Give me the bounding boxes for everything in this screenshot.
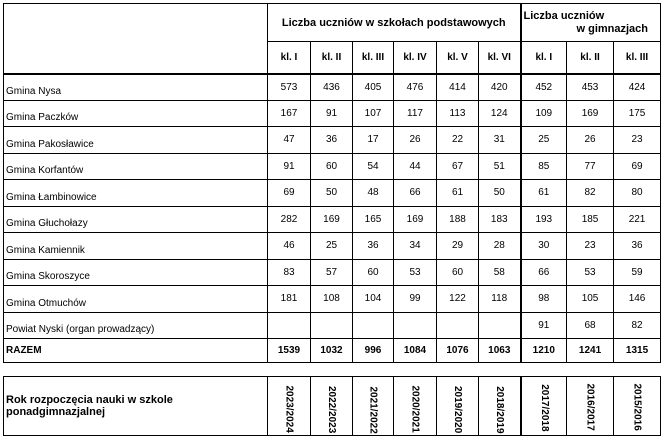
primary-count-cell: 17 (353, 127, 394, 154)
grade-header: kl. II (311, 42, 353, 74)
grade-header: kl. IV (394, 42, 437, 74)
gym-count-cell: 105 (567, 286, 614, 313)
year-cell (268, 377, 311, 436)
primary-count-cell: 181 (268, 286, 311, 313)
primary-count-cell: 124 (479, 100, 521, 127)
table-row (4, 233, 661, 260)
primary-count-cell: 66 (394, 180, 437, 207)
year-text: 2022/2023 (326, 385, 337, 433)
table-body (4, 74, 661, 339)
corner-cell (4, 4, 268, 74)
year-cell (521, 377, 567, 436)
primary-count-cell: 60 (353, 259, 394, 286)
gym-count-cell: 91 (521, 312, 567, 339)
row-label: Gmina Skoroszyce (4, 259, 268, 286)
primary-count-cell (311, 312, 353, 339)
row-label: Powiat Nyski (organ prowadzący) (4, 312, 268, 339)
total-value: 1032 (311, 339, 353, 363)
gym-count-cell: 59 (614, 259, 661, 286)
primary-count-cell: 99 (394, 286, 437, 313)
gym-count-cell: 424 (614, 74, 661, 101)
primary-count-cell: 118 (479, 286, 521, 313)
primary-count-cell: 28 (479, 233, 521, 260)
total-value: 1063 (479, 339, 521, 363)
gym-count-cell: 53 (567, 259, 614, 286)
primary-count-cell: 48 (353, 180, 394, 207)
gym-count-cell: 69 (614, 153, 661, 180)
primary-count-cell: 91 (268, 153, 311, 180)
primary-count-cell: 282 (268, 206, 311, 233)
gym-grade-header: kl. III (614, 42, 661, 74)
primary-count-cell: 573 (268, 74, 311, 101)
gym-count-cell: 146 (614, 286, 661, 313)
table-row (4, 259, 661, 286)
gymnasium-header-line1: Liczba uczniów (523, 10, 605, 22)
primary-count-cell: 67 (437, 153, 479, 180)
grade-header: kl. III (353, 42, 394, 74)
year-cell (567, 377, 614, 436)
start-year-table (3, 376, 661, 436)
table-row (4, 100, 661, 127)
year-text: 2021/2022 (367, 386, 379, 434)
total-value: 1210 (521, 339, 567, 363)
year-text: 2018/2019 (493, 385, 505, 434)
primary-count-cell: 53 (394, 259, 437, 286)
year-cell (437, 377, 479, 436)
gym-count-cell: 193 (521, 206, 567, 233)
primary-count-cell: 165 (353, 206, 394, 233)
primary-count-cell: 36 (311, 127, 353, 154)
table-row (4, 153, 661, 180)
primary-schools-header: Liczba uczniów w szkołach podstawowych (268, 4, 521, 42)
primary-count-cell: 51 (479, 153, 521, 180)
gym-count-cell: 452 (521, 74, 567, 101)
primary-count-cell: 29 (437, 233, 479, 260)
total-label: RAZEM (4, 339, 268, 363)
gym-count-cell: 61 (521, 180, 567, 207)
table-row (4, 312, 661, 339)
primary-count-cell: 58 (479, 259, 521, 286)
gym-count-cell: 85 (521, 153, 567, 180)
primary-count-cell: 169 (311, 206, 353, 233)
row-label: Gmina Pakosławice (4, 127, 268, 154)
gym-count-cell: 453 (567, 74, 614, 101)
total-value: 996 (353, 339, 394, 363)
gym-count-cell: 23 (614, 127, 661, 154)
grade-header: kl. I (268, 42, 311, 74)
gym-count-cell: 77 (567, 153, 614, 180)
gymnasium-header-line2: w gimnazjach (576, 23, 649, 35)
row-label: Gmina Kamiennik (4, 233, 268, 260)
row-label: Gmina Nysa (4, 74, 268, 101)
primary-count-cell: 50 (311, 180, 353, 207)
primary-count-cell: 60 (437, 259, 479, 286)
year-cell (479, 377, 521, 436)
primary-count-cell: 34 (394, 233, 437, 260)
primary-count-cell (353, 312, 394, 339)
year-text: 2015/2016 (631, 383, 643, 431)
gym-count-cell: 23 (567, 233, 614, 260)
total-value: 1241 (567, 339, 614, 363)
gym-count-cell: 68 (567, 312, 614, 339)
start-year-label: Rok rozpoczęcia nauki w szkole ponadgimnazjalnej (4, 377, 268, 436)
gym-count-cell: 25 (521, 127, 567, 154)
total-value: 1539 (268, 339, 311, 363)
primary-count-cell: 31 (479, 127, 521, 154)
primary-count-cell: 420 (479, 74, 521, 101)
row-label: Gmina Otmuchów (4, 286, 268, 313)
primary-count-cell (394, 312, 437, 339)
primary-count-cell: 108 (311, 286, 353, 313)
primary-count-cell: 25 (311, 233, 353, 260)
primary-count-cell: 50 (479, 180, 521, 207)
primary-count-cell: 107 (353, 100, 394, 127)
primary-count-cell: 36 (353, 233, 394, 260)
gym-count-cell: 26 (567, 127, 614, 154)
gym-count-cell: 98 (521, 286, 567, 313)
primary-count-cell: 83 (268, 259, 311, 286)
row-label: Gmina Łambinowice (4, 180, 268, 207)
primary-count-cell: 104 (353, 286, 394, 313)
gym-count-cell: 82 (614, 312, 661, 339)
primary-count-cell: 47 (268, 127, 311, 154)
primary-count-cell: 26 (394, 127, 437, 154)
gym-count-cell: 82 (567, 180, 614, 207)
primary-count-cell: 91 (311, 100, 353, 127)
primary-count-cell: 46 (268, 233, 311, 260)
year-text: 2017/2018 (538, 383, 550, 432)
gym-grade-header: kl. II (567, 42, 614, 74)
students-table (3, 3, 661, 363)
primary-count-cell (268, 312, 311, 339)
primary-count-cell (479, 312, 521, 339)
table-row (4, 286, 661, 313)
gym-count-cell: 185 (567, 206, 614, 233)
grade-header: kl. V (437, 42, 479, 74)
row-label: Gmina Głuchołazy (4, 206, 268, 233)
table-row (4, 74, 661, 101)
primary-count-cell: 61 (437, 180, 479, 207)
year-text: 2020/2021 (409, 385, 421, 433)
primary-count-cell: 414 (437, 74, 479, 101)
year-cell (394, 377, 437, 436)
year-text: 2023/2024 (283, 385, 295, 433)
primary-count-cell: 405 (353, 74, 394, 101)
primary-count-cell: 188 (437, 206, 479, 233)
table-row (4, 206, 661, 233)
primary-count-cell: 436 (311, 74, 353, 101)
table-row (4, 180, 661, 207)
total-value: 1076 (437, 339, 479, 363)
row-label: Gmina Korfantów (4, 153, 268, 180)
primary-count-cell: 117 (394, 100, 437, 127)
total-value: 1084 (394, 339, 437, 363)
year-text: 2019/2020 (452, 385, 463, 433)
gymnasium-header (521, 4, 661, 42)
table-row (4, 127, 661, 154)
primary-count-cell: 22 (437, 127, 479, 154)
gym-count-cell: 175 (614, 100, 661, 127)
primary-count-cell: 167 (268, 100, 311, 127)
primary-count-cell: 183 (479, 206, 521, 233)
year-text: 2016/2017 (584, 383, 596, 431)
primary-count-cell: 44 (394, 153, 437, 180)
gym-count-cell: 36 (614, 233, 661, 260)
year-cell (614, 377, 661, 436)
gym-grade-header: kl. I (521, 42, 567, 74)
primary-count-cell: 57 (311, 259, 353, 286)
row-label: Gmina Paczków (4, 100, 268, 127)
gym-count-cell: 66 (521, 259, 567, 286)
primary-count-cell: 54 (353, 153, 394, 180)
gym-count-cell: 109 (521, 100, 567, 127)
primary-count-cell: 113 (437, 100, 479, 127)
primary-count-cell: 169 (394, 206, 437, 233)
total-value: 1315 (614, 339, 661, 363)
gym-count-cell: 169 (567, 100, 614, 127)
gym-count-cell: 30 (521, 233, 567, 260)
year-cell (353, 377, 394, 436)
grade-header: kl. VI (479, 42, 521, 74)
gym-count-cell: 80 (614, 180, 661, 207)
gym-count-cell: 221 (614, 206, 661, 233)
year-cell (311, 377, 353, 436)
primary-count-cell: 69 (268, 180, 311, 207)
primary-count-cell (437, 312, 479, 339)
primary-count-cell: 60 (311, 153, 353, 180)
total-row (4, 339, 661, 363)
primary-count-cell: 476 (394, 74, 437, 101)
primary-count-cell: 122 (437, 286, 479, 313)
